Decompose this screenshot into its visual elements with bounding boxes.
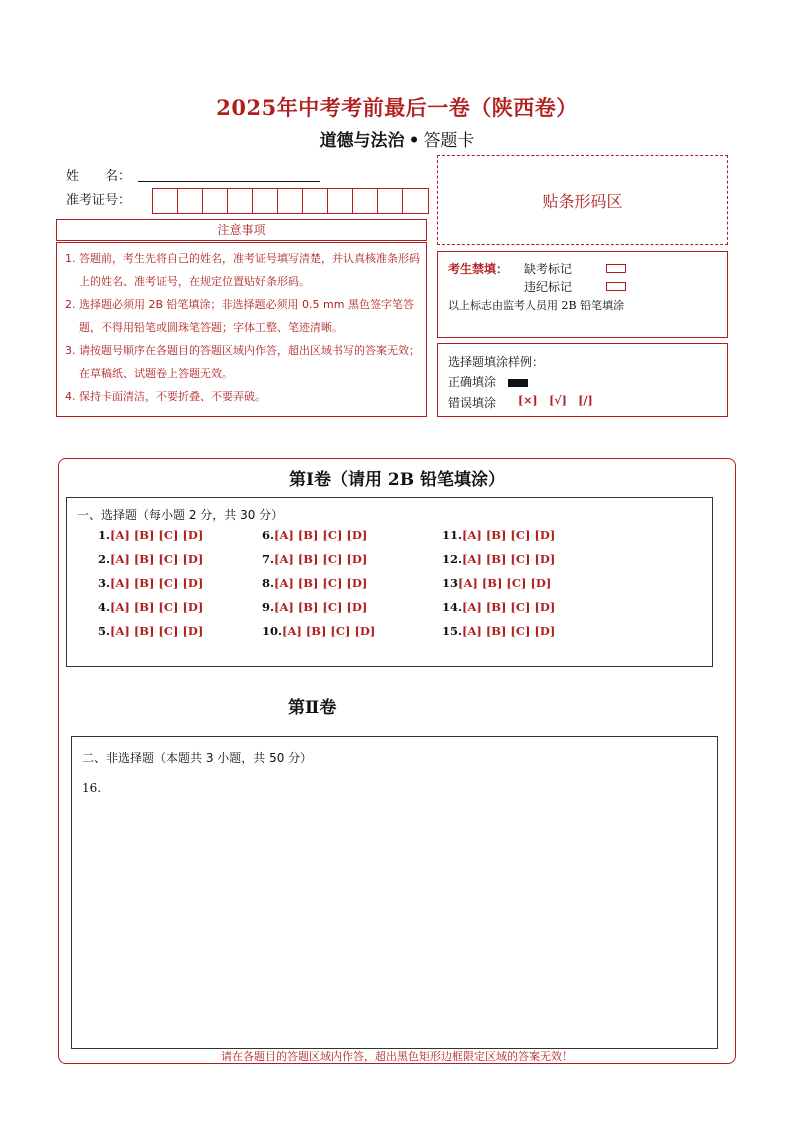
notes-box [56, 242, 427, 417]
mc-question-14[interactable]: 14.[A] [B] [C] [D] [442, 600, 556, 614]
card-subtitle [0, 126, 794, 151]
sample-heading: 选择题填涂样例： [448, 355, 545, 369]
id-number-boxes[interactable] [152, 188, 429, 214]
prohibited-label: 考生禁填： [448, 262, 509, 276]
mc-question-10[interactable]: 10.[A] [B] [C] [D] [262, 624, 376, 638]
id-cell[interactable] [278, 189, 303, 213]
note-item: 4. 保持卡面清洁，不要折叠、不要弄破。 [65, 390, 266, 403]
barcode-area [437, 155, 728, 245]
name-field[interactable] [138, 180, 320, 182]
absent-mark-box[interactable] [606, 264, 626, 273]
id-cell[interactable] [403, 189, 428, 213]
mc-question-5[interactable]: 5.[A] [B] [C] [D] [98, 624, 204, 638]
title-dot: • [408, 131, 420, 151]
prohibited-note: 以上标志由监考人员用 2B 铅笔填涂 [448, 299, 625, 312]
mc-question-1[interactable]: 1.[A] [B] [C] [D] [98, 528, 204, 542]
part1-title: 第Ⅰ卷（请用 2B 铅笔填涂） [289, 470, 505, 490]
id-cell[interactable] [303, 189, 328, 213]
name-label: 姓 名： [66, 169, 132, 184]
mc-question-3[interactable]: 3.[A] [B] [C] [D] [98, 576, 204, 590]
id-cell[interactable] [328, 189, 353, 213]
note-item: 3. 请按题号顺序在各题目的答题区域内作答，超出区域书写的答案无效；在草稿纸、试题卷上答题无效。 [65, 344, 420, 380]
fill-sample-box [437, 343, 728, 417]
mc-question-4[interactable]: 4.[A] [B] [C] [D] [98, 600, 204, 614]
mc-question-11[interactable]: 11.[A] [B] [C] [D] [442, 528, 556, 542]
footer-warning: 请在各题目的答题区域内作答，超出黑色矩形边框限定区域的答案无效！ [221, 1050, 573, 1063]
multiple-choice-box [66, 497, 713, 667]
violation-label: 违纪标记 [524, 280, 573, 294]
id-cell[interactable] [353, 189, 378, 213]
wrong-mark-check: [√] [549, 394, 567, 407]
mc-question-6[interactable]: 6.[A] [B] [C] [D] [262, 528, 368, 542]
id-cell[interactable] [203, 189, 228, 213]
id-cell[interactable] [178, 189, 203, 213]
id-label: 准考证号： [66, 193, 132, 208]
card-title: 2025年中考考前最后一卷（陕西卷） [216, 95, 578, 120]
absent-label: 缺考标记 [524, 262, 573, 276]
open-question-box[interactable] [71, 736, 718, 1049]
wrong-label: 错误填涂 [448, 396, 497, 410]
mc-question-12[interactable]: 12.[A] [B] [C] [D] [442, 552, 556, 566]
notes-heading: 注意事项 [56, 219, 427, 241]
mc-section-title: 一、选择题（每小题 2 分，共 30 分） [77, 508, 284, 522]
mc-question-2[interactable]: 2.[A] [B] [C] [D] [98, 552, 204, 566]
mc-question-7[interactable]: 7.[A] [B] [C] [D] [262, 552, 368, 566]
mc-question-15[interactable]: 15.[A] [B] [C] [D] [442, 624, 556, 638]
id-cell[interactable] [253, 189, 278, 213]
prohibited-box [437, 251, 728, 338]
mc-question-13[interactable]: 13[A] [B] [C] [D] [442, 576, 552, 590]
card-type: 答题卡 [423, 131, 475, 151]
wrong-mark-cross: [×] [518, 394, 538, 407]
question-16-number: 16. [82, 781, 102, 795]
id-cell[interactable] [378, 189, 403, 213]
wrong-mark-slash: [/] [578, 394, 593, 407]
mc-question-8[interactable]: 8.[A] [B] [C] [D] [262, 576, 368, 590]
subject-name: 道德与法治 [319, 131, 405, 151]
id-cell[interactable] [228, 189, 253, 213]
filled-sample-mark [508, 379, 528, 387]
violation-mark-box[interactable] [606, 282, 626, 291]
correct-label: 正确填涂 [448, 375, 497, 389]
note-item: 2. 选择题必须用 2B 铅笔填涂；非选择题必须用 0.5 mm 黑色签字笔答题，不得用铅笔或圆珠笔答题；字体工整、笔迹清晰。 [65, 298, 414, 334]
barcode-label: 贴条形码区 [542, 191, 623, 211]
id-cell[interactable] [153, 189, 178, 213]
mc-question-9[interactable]: 9.[A] [B] [C] [D] [262, 600, 368, 614]
open-section-title: 二、非选择题（本题共 3 小题，共 50 分） [82, 751, 313, 765]
note-item: 1. 答题前，考生先将自己的姓名，准考证号填写清楚，并认真核准条形码上的姓名、准考证号，在规定位置贴好条形码。 [65, 252, 420, 288]
part2-title: 第Ⅱ卷 [288, 698, 337, 718]
